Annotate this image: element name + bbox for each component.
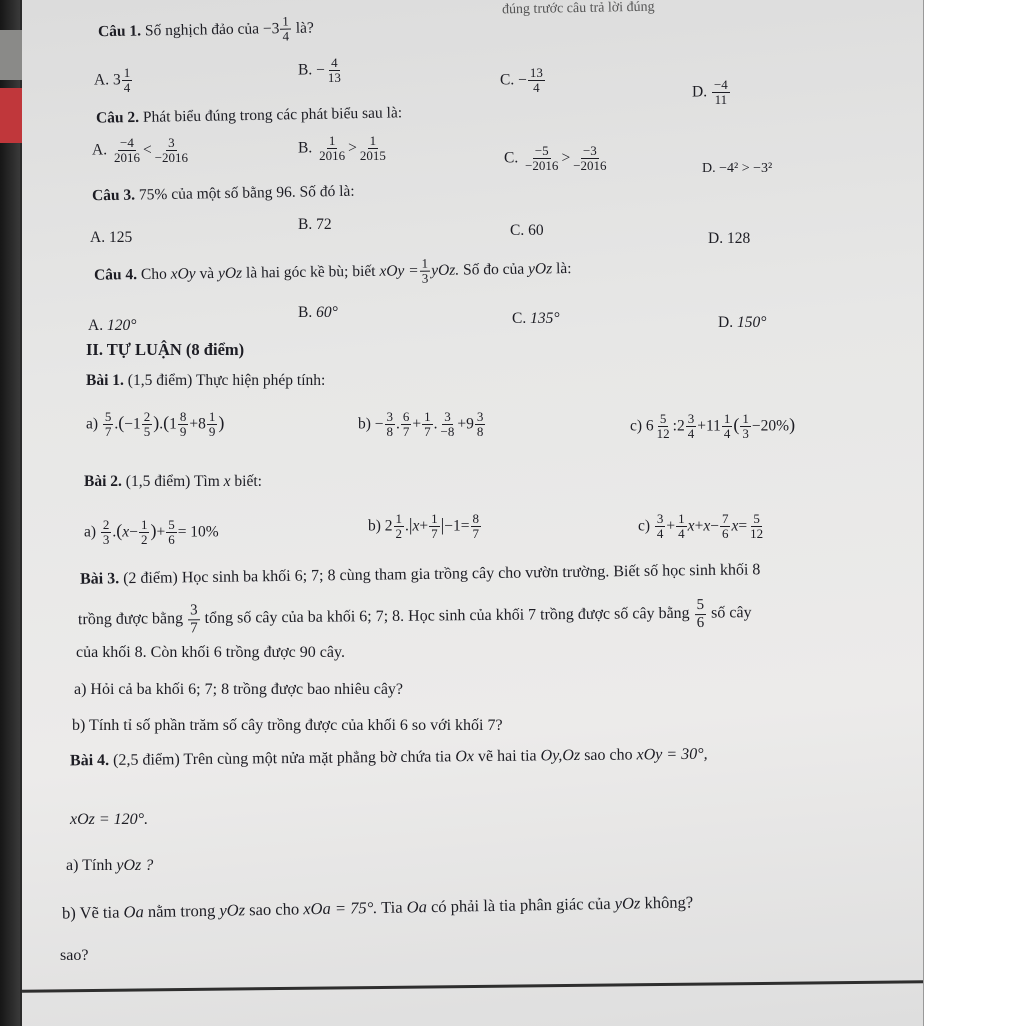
bai4-question-a: a) Tính yOz ? xyxy=(66,857,154,874)
q1-option-c[interactable]: C. − $\frac{13}{4}$ xyxy=(500,65,543,96)
top-note: đúng trước câu trả lời đúng xyxy=(501,0,655,18)
bai3-question-b: b) Tính tỉ số phần trăm số cây trồng được của khối 6 so với khối 7? xyxy=(72,717,503,734)
bai4-question-b: b) Vẽ tia Oa nằm trong yOz sao cho xOa = 75°. Tia Oa có phải là tia phân giác của yOz không? xyxy=(61,892,694,923)
bai3-line2: trồng được bằng $\frac{3}{7}$ tổng số cây của ba khối 6; 7; 8. Học sinh của khối 7 trồng được số cây bằng $\frac{5}{6}$ số cây xyxy=(77,596,752,636)
part2-title: II. TỰ LUẬN (8 điểm) xyxy=(86,340,245,359)
bai1-c: c) 6 $\frac{5}{12}$ :2 $\frac{3}{4}$ +11 $\frac{1}{4}$ ( $\frac{1}{3}$ −20%) xyxy=(630,411,796,442)
q4-option-b[interactable]: B. 60° xyxy=(298,304,338,321)
q4-option-c[interactable]: C. 135° xyxy=(512,310,560,327)
bai2-c: c) $\frac{3}{4}$ + $\frac{1}{4}$ x+x− $\frac{7}{6}$ x= $\frac{5}{12}$ xyxy=(638,511,764,542)
q3-line: Câu 3. 75% của một số bằng 96. Số đó là: xyxy=(91,182,355,205)
q2-option-b[interactable]: B. $\frac{1}{2016}$ > $\frac{1}{2015}$ xyxy=(298,133,386,164)
q1-option-d[interactable]: D. $\frac{-4}{11}$ xyxy=(692,77,728,108)
q1-text: Số nghịch đảo của xyxy=(144,20,260,40)
bai2-b: b) 2 $\frac{1}{2}$ .|x+ $\frac{1}{7}$ |−1= $\frac{8}{7}$ xyxy=(368,511,480,542)
q3-option-d[interactable]: D. 128 xyxy=(708,230,751,247)
bai3-line1: Bài 3. (2 điểm) Học sinh ba khối 6; 7; 8 cùng tham gia trồng cây cho vườn trường. Biết số học sinh khối 8 xyxy=(79,561,761,588)
bai1-a: a) $\frac{5}{7}$ .(−1 $\frac{2}{5}$ ).(1 $\frac{8}{9}$ +8 $\frac{1}{9}$ ) xyxy=(86,409,225,440)
bai4-line2: xOz = 120°. xyxy=(70,811,149,828)
q2-option-d[interactable]: D. −4² > −3² xyxy=(702,161,773,176)
q4-option-d[interactable]: D. 150° xyxy=(718,314,767,331)
q3-option-b[interactable]: B. 72 xyxy=(298,216,332,233)
q1-tail: là? xyxy=(295,19,314,37)
q1-option-a[interactable]: A. 3 $\frac{1}{4}$ xyxy=(94,65,131,96)
bai2-a: a) $\frac{2}{3}$ .(x− $\frac{1}{2}$ )+ $\frac{5}{6}$ = 10% xyxy=(84,517,219,548)
bai4-line1: Bài 4. (2,5 điểm) Trên cùng một nửa mặt phẳng bờ chứa tia Ox vẽ hai tia Oy,Oz sao cho xOy = 30°, xyxy=(69,745,708,770)
q4-option-a[interactable]: A. 120° xyxy=(88,317,137,334)
bai3-question-a: a) Hỏi cả ba khối 6; 7; 8 trồng được bao nhiêu cây? xyxy=(74,681,404,698)
exam-paper xyxy=(22,0,923,1026)
bai1-line: Bài 1. (1,5 điểm) Thực hiện phép tính: xyxy=(86,372,326,389)
q1-line xyxy=(98,14,314,47)
q3-option-a[interactable]: A. 125 xyxy=(90,229,133,246)
q1-value-whole: −3 xyxy=(262,20,280,38)
q1-value-frac: $\frac{1}{4}$ xyxy=(282,13,290,44)
bai1-b: b) − $\frac{3}{8}$ . $\frac{6}{7}$ + $\frac{1}{7}$ . $\frac{3}{-8}$ +9 $\frac{3}{8}$ xyxy=(358,409,484,440)
q2-option-c[interactable]: C. $\frac{-5}{-2016}$ > $\frac{-3}{-2016}$ xyxy=(504,143,607,174)
q1-title: Câu 1. xyxy=(97,22,142,41)
bai4-last-line: sao? xyxy=(60,947,89,964)
photo-left-edge xyxy=(0,0,20,1026)
bai2-line: Bài 2. (1,5 điểm) Tìm x biết: xyxy=(84,473,262,490)
photo-right-margin xyxy=(923,0,1024,1026)
q2-option-a[interactable]: A. $\frac{-4}{2016}$ < $\frac{3}{-2016}$ xyxy=(92,135,189,166)
q4-line: Câu 4. Cho xOy và yOz là hai góc kề bù; biết xOy = $\frac{1}{3}$ yOz. Số đo của yOz là: xyxy=(93,255,572,287)
q3-option-c[interactable]: C. 60 xyxy=(510,222,544,239)
bai3-line3: của khối 8. Còn khối 6 trồng được 90 cây. xyxy=(76,644,345,661)
q1-option-b[interactable]: B. − $\frac{4}{13}$ xyxy=(298,55,341,86)
q2-line: Câu 2. Phát biểu đúng trong các phát biểu sau là: xyxy=(95,104,403,127)
